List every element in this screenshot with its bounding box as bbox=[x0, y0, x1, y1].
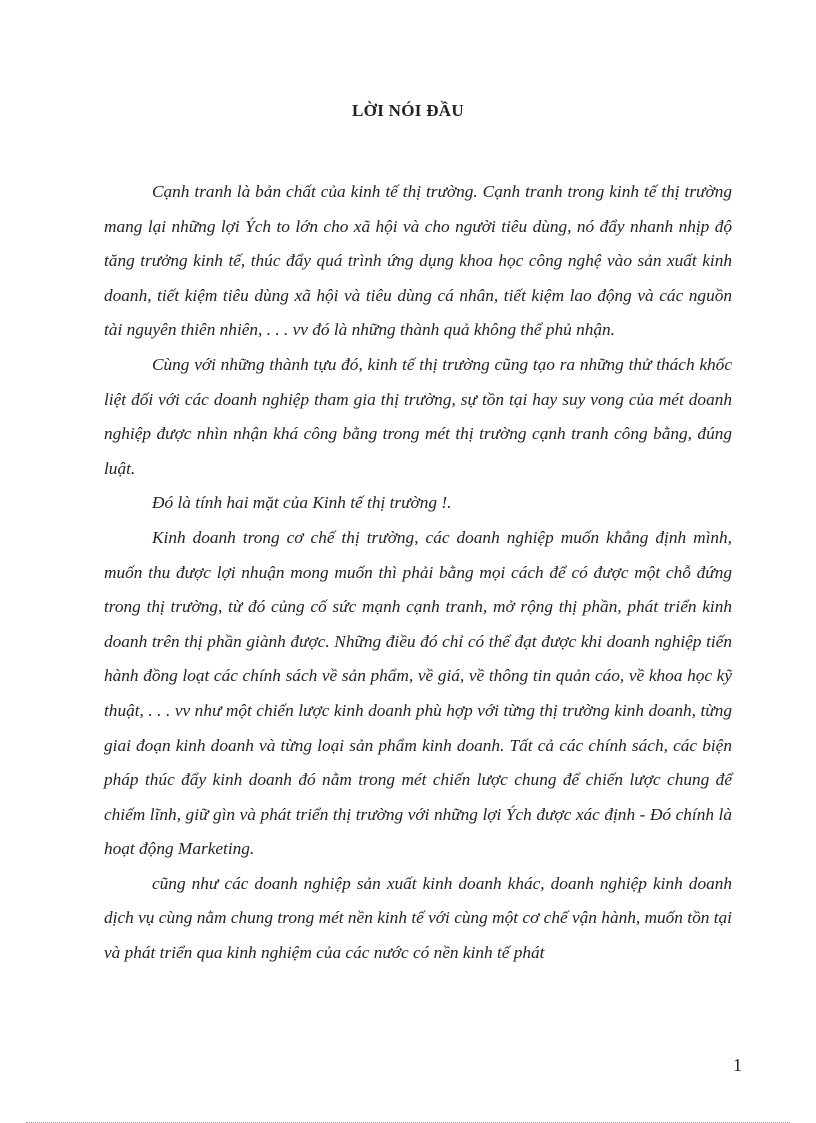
paragraph: Kinh doanh trong cơ chế thị trường, các doanh nghiệp muốn khẳng định mình, muốn thu được lợi nhuận mong muốn thì phải bằng mọi cách để có được một chỗ đứng trong thị trường, từ đó củng cố sức mạnh cạnh tranh, mở rộng thị phần, phát triển kinh doanh trên thị phần giành được. Những điều đó chỉ có thể đạt được khi doanh nghiệp tiến hành đồng loạt các chính sách về sản phẩm, về giá, về thông tin quản cáo, về khoa học kỹ thuật, . . . vv như một chiến lược kinh doanh phù hợp với từng thị trường kinh doanh, từng giai đoạn kinh doanh và từng loại sản phẩm kinh doanh. Tất cả các chính sách, các biện pháp thúc đẩy kinh doanh đó nằm trong mét chiến lược chung để chiến lược chung để chiếm lĩnh, giữ gìn và phát triển thị trường với những lợi Ých được xác định - Đó chính là hoạt động Marketing. bbox=[104, 527, 732, 859]
page-title: LỜI NÓI ĐẦU bbox=[352, 101, 464, 120]
page-number: 1 bbox=[733, 1055, 742, 1075]
paragraph: Cạnh tranh là bản chất của kinh tế thị trường. Cạnh tranh trong kinh tế thị trường mang lại những lợi Ých to lớn cho xã hội và cho người tiêu dùng, nó đẩy nhanh nhịp độ tăng trưởng kinh tế, thúc đẩy quá trình ứng dụng khoa học công nghệ vào sản xuất kinh doanh, tiết kiệm tiêu dùng xã hội và tiêu dùng cá nhân, tiết kiệm lao động và các nguồn tài nguyên thiên nhiên, . . . vv đó là những thành quả không thể phủ nhận. bbox=[104, 182, 732, 340]
paragraph: Đó là tính hai mặt của Kinh tế thị trường !. bbox=[152, 493, 452, 513]
paragraph: cũng như các doanh nghiệp sản xuất kinh doanh khác, doanh nghiệp kinh doanh dịch vụ cùng nằm chung trong mét nền kinh tế với cùng một cơ chế vận hành, muốn tồn tại và phát triển qua kinh nghiệm của các nước có nền kinh tế phát bbox=[104, 873, 732, 963]
paragraph: Cùng với những thành tựu đó, kinh tế thị trường cũng tạo ra những thử thách khốc liệt đối với các doanh nghiệp tham gia thị trường, sự tồn tại hay suy vong của mét doanh nghiệp được nhìn nhận khá công bằng trong mét thị trường cạnh tranh công bằng, đúng luật. bbox=[104, 354, 732, 478]
body-text bbox=[104, 175, 732, 971]
